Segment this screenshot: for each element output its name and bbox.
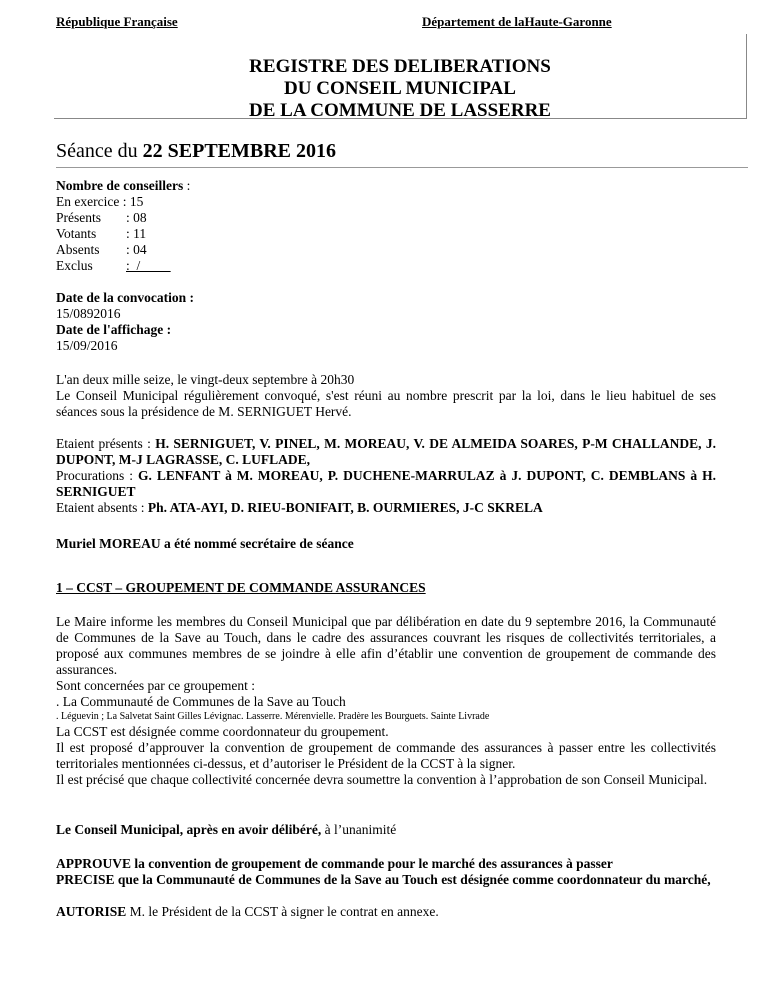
autorise-rest: M. le Président de la CCST à signer le contrat en annexe.: [126, 904, 439, 919]
decision-bold: Le Conseil Municipal, après en avoir délibéré,: [56, 822, 322, 837]
convocation-label: [56, 290, 194, 306]
conseillers-heading-label: Nombre de conseillers: [56, 178, 184, 193]
conseillers-heading-suffix: :: [183, 178, 191, 193]
member-ccst: . La Communauté de Communes de la Save au Touch: [56, 694, 346, 709]
votants-count: [56, 226, 146, 242]
affichage-date: 15/09/2016: [56, 338, 118, 353]
presents-value: : 08: [126, 210, 147, 225]
header-republique: République Française: [56, 14, 178, 29]
section-1-heading: [56, 580, 716, 596]
votants-value: : 11: [126, 226, 147, 241]
en-exercice: En exercice : 15: [56, 194, 144, 209]
presents-count: [56, 210, 147, 226]
title-line-1: REGISTRE DES DELIBERATIONS: [249, 56, 551, 77]
convocation-date: 15/0892016: [56, 306, 121, 321]
conseillers-heading: [56, 178, 190, 194]
votants-label: Votants: [56, 226, 97, 241]
precise-paragraph: [56, 872, 716, 888]
presents-label: Présents: [56, 210, 101, 225]
procurations-label: Procurations :: [56, 468, 138, 483]
autorise-line: [56, 904, 716, 920]
seance-prefix: Séance du: [56, 140, 143, 162]
affichage-label: [56, 322, 171, 338]
exclus-label: Exclus: [56, 258, 93, 273]
absents-names: Ph. ATA-AYI, D. RIEU-BONIFAIT, B. OURMIERES, J-C SKRELA: [147, 500, 543, 515]
absents-paragraph-label: Etaient absents :: [56, 500, 148, 515]
presents-names: H. SERNIGUET, V. PINEL, M. MOREAU, V. DE ALMEIDA SOARES, P-M CHALLANDE, J. DUPONT, M-J LAGRASSE, C. LUFLADE,: [56, 436, 716, 467]
seance-date: 22 SEPTEMBRE 2016: [142, 140, 336, 162]
decision-line: [56, 822, 716, 838]
absents-count: [56, 242, 147, 258]
procurations-names: G. LENFANT à M. MOREAU, P. DUCHENE-MARRULAZ à J. DUPONT, C. DEMBLANS à H. SERNIGUET: [56, 468, 717, 499]
precision-paragraph: Il est précisé que chaque collectivité concernée devra soumettre la convention à l’approbation de son Conseil Municipal.: [56, 772, 708, 787]
exclus-value: : /: [126, 258, 171, 273]
presents-paragraph: [56, 436, 716, 468]
header-departement: Département de laHaute-Garonne: [422, 14, 612, 29]
presents-paragraph-label: Etaient présents :: [56, 436, 156, 451]
approuve-line: [56, 856, 716, 872]
autorise-bold: AUTORISE: [56, 904, 127, 919]
absents-paragraph: [56, 500, 716, 516]
member-communes: . Léguevin ; La Salvetat Saint Gilles Lévignac. Lasserre. Mérenvielle. Pradère les Bourguets. Sainte Livrade: [56, 711, 490, 722]
register-title-box: [54, 34, 747, 119]
precise-text: PRECISE que la Communauté de Communes de la Save au Touch est désignée comme coordonnateur du marché,: [56, 872, 711, 887]
section-1-paragraph-1: Le Maire informe les membres du Conseil Municipal que par délibération en date du 9 septembre 2016, la Communauté de Communes de la Save au Touch, dans le cadre des assurances couvrant les risques de collectivités territoriales, a proposé aux communes membres de se joindre à elle afin d’établir une convention de groupement de commande des assurances.: [56, 614, 716, 677]
seance-heading: [56, 140, 336, 163]
exclus-count: [56, 258, 204, 274]
convocation-label-text: Date de la convocation :: [56, 290, 194, 305]
affichage-label-text: Date de l'affichage :: [56, 322, 172, 337]
secretary-line: [56, 536, 716, 552]
concerned-line: Sont concernées par ce groupement :: [56, 678, 256, 693]
decision-rest: à l’unanimité: [321, 822, 397, 837]
procurations-paragraph: [56, 468, 716, 500]
absents-label: Absents: [56, 242, 100, 257]
intro-paragraph: Le Conseil Municipal régulièrement convoqué, s'est réuni au nombre prescrit par la loi, dans le lieu habituel de ses séances sous la présidence de M. SERNIGUET Hervé.: [56, 388, 716, 419]
title-line-3: DE LA COMMUNE DE LASSERRE: [249, 100, 551, 121]
seance-divider: [56, 167, 748, 168]
title-line-2: DU CONSEIL MUNICIPAL: [284, 78, 516, 99]
proposal-paragraph: Il est proposé d’approuver la convention de groupement de commande des assurances à passer entre les collectivités territoriales mentionnées ci-dessus, et d’autoriser le Président de la CCST à la signer.: [56, 740, 716, 771]
coordinator-line: La CCST est désignée comme coordonnateur du groupement.: [56, 724, 389, 739]
absents-value: : 04: [126, 242, 147, 257]
secretary-text: Muriel MOREAU a été nommé secrétaire de séance: [56, 536, 354, 551]
intro-date-line: L'an deux mille seize, le vingt-deux septembre à 20h30: [56, 372, 355, 387]
approuve-text: APPROUVE la convention de groupement de commande pour le marché des assurances à passer: [56, 856, 613, 871]
section-1-heading-text: 1 – CCST – GROUPEMENT DE COMMANDE ASSURANCES: [56, 580, 426, 595]
